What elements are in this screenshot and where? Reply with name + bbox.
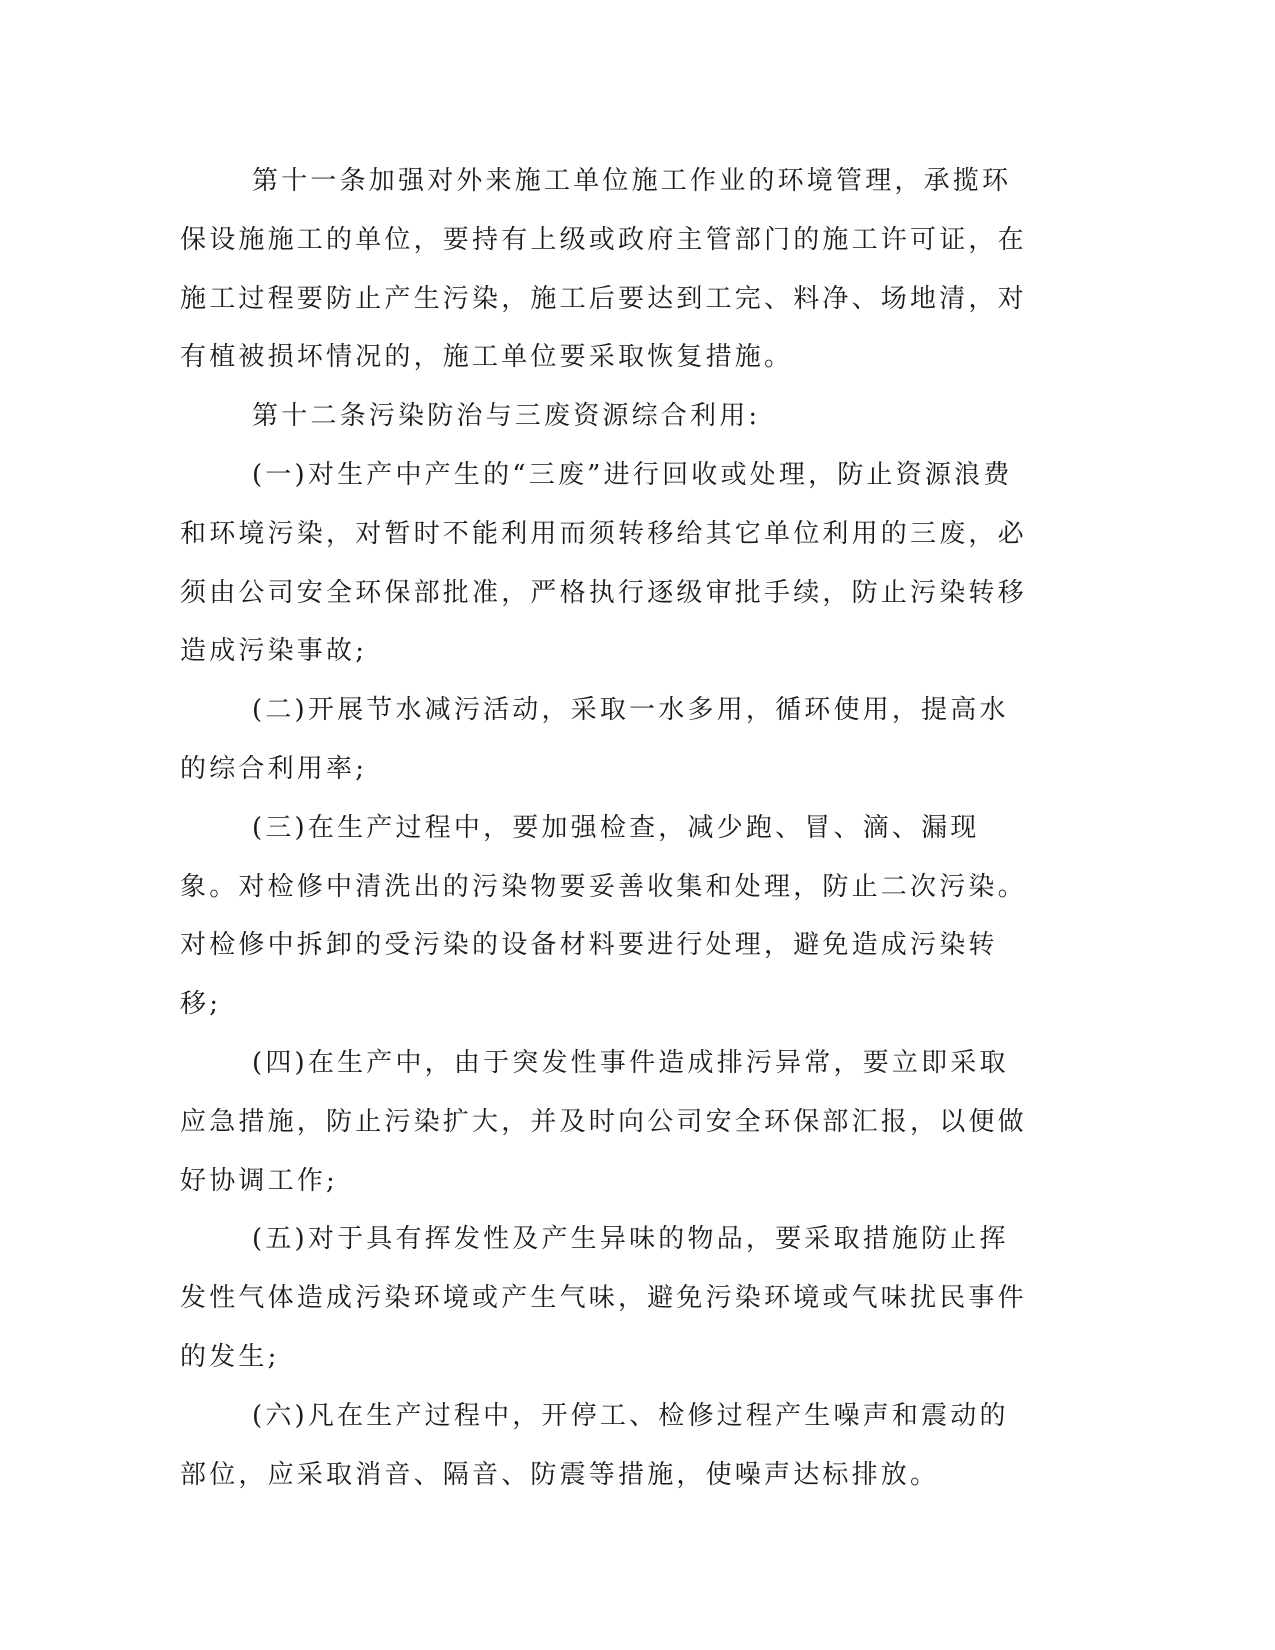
document-page bbox=[180, 152, 1028, 1504]
paragraph-article-12-heading: 第十二条污染防治与三废资源综合利用: bbox=[252, 401, 761, 432]
paragraph-item-2: (二)开展节水减污活动，采取一水多用，循环使用，提高水的综合利用率; bbox=[180, 695, 1009, 784]
paragraph-item-5: (五)对于具有挥发性及产生异味的物品，要采取措施防止挥发性气体造成污染环境或产生气味，避免污染环境或气味扰民事件的发生; bbox=[180, 1224, 1027, 1372]
paragraph-item-1: (一)对生产中产生的“三废”进行回收或处理，防止资源浪费和环境污染，对暂时不能利用而须转移给其它单位利用的三废，必须由公司安全环保部批准，严格执行逐级审批手续，防止污染转移造成污染事故; bbox=[180, 459, 1027, 667]
paragraph-item-6: (六)凡在生产过程中，开停工、检修过程产生噪声和震动的部位，应采取消音、隔音、防震等措施，使噪声达标排放。 bbox=[180, 1400, 1009, 1490]
paragraph-item-4: (四)在生产中，由于突发性事件造成排污异常，要立即采取应急措施，防止污染扩大，并及时向公司安全环保部汇报，以便做好协调工作; bbox=[180, 1047, 1027, 1196]
paragraph-article-11: 第十一条加强对外来施工单位施工作业的环境管理，承揽环保设施施工的单位，要持有上级或政府主管部门的施工许可证，在施工过程要防止产生污染，施工后要达到工完、料净、场地清，对有植被损坏情况的，施工单位要采取恢复措施。 bbox=[180, 166, 1027, 373]
paragraph-item-3: (三)在生产过程中，要加强检查，减少跑、冒、滴、漏现象。对检修中清洗出的污染物要妥善收集和处理，防止二次污染。对检修中拆卸的受污染的设备材料要进行处理，避免造成污染转移; bbox=[180, 812, 1027, 1020]
